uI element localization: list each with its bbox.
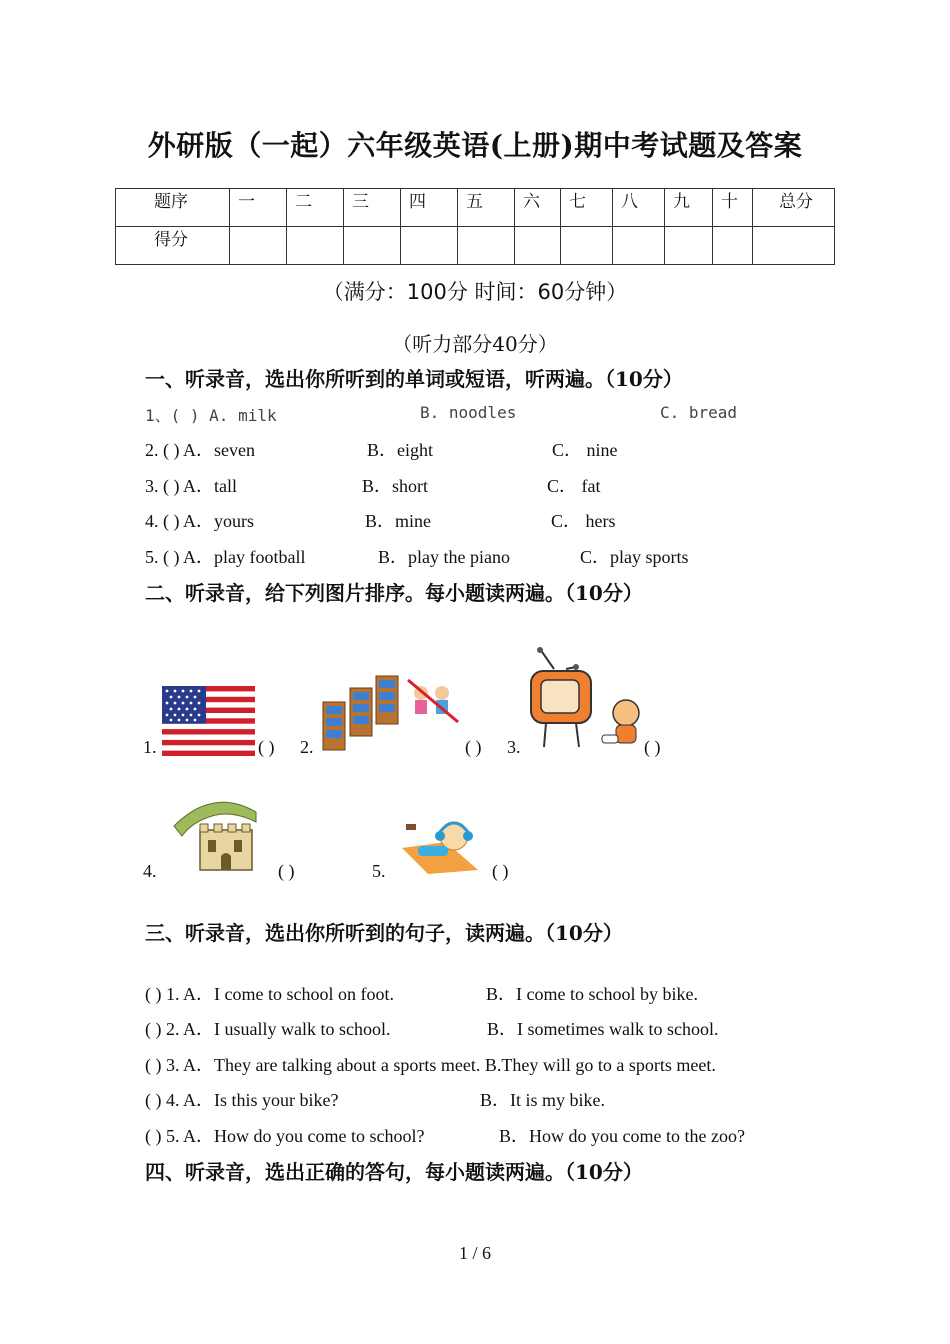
score-input-cell[interactable]: [287, 227, 344, 265]
full-marks-note: （满分：100分 时间：60分钟）: [322, 280, 628, 304]
table-row: [116, 227, 835, 265]
s4-option-a: ( ) 4. A．Is this your bike?: [145, 1090, 339, 1110]
section-3-title: 三、听录音，选出你所听到的句子，读两遍。（10分）: [145, 921, 623, 945]
question-5: [145, 543, 689, 569]
table-cell: 题序: [116, 189, 230, 227]
sentence-question-3: [145, 1051, 716, 1077]
sentence-question-5: [145, 1122, 745, 1148]
girl-listening-picture: [398, 814, 482, 876]
answer-blank[interactable]: ( ): [278, 861, 295, 881]
table-cell: 九: [665, 189, 713, 227]
q1-option-b: B. noodles: [420, 403, 517, 422]
answer-blank[interactable]: ( ): [644, 737, 661, 757]
answer-blank[interactable]: ( ): [465, 737, 482, 757]
q5-option-a: 5. ( ) A．play football: [145, 547, 306, 567]
sentence-question-2: [145, 1015, 719, 1041]
table-cell: 五: [458, 189, 515, 227]
s2-option-a: ( ) 2. A．I usually walk to school.: [145, 1019, 391, 1039]
table-cell: 七: [561, 189, 613, 227]
score-input-cell[interactable]: [515, 227, 561, 265]
q3-option-b: B．short: [362, 476, 429, 496]
question-1: [145, 403, 738, 426]
q2-option-b: B．eight: [367, 440, 433, 460]
score-input-cell[interactable]: [753, 227, 835, 265]
table-cell: 十: [713, 189, 753, 227]
answer-blank[interactable]: ( ): [258, 737, 275, 757]
table-row: [116, 189, 835, 227]
table-cell: 八: [613, 189, 665, 227]
s5-option-b: B．How do you come to the zoo?: [499, 1126, 745, 1146]
score-input-cell[interactable]: [458, 227, 515, 265]
picture-number: 4.: [143, 861, 157, 881]
sentence-question-1: [145, 980, 698, 1006]
q2-option-a: 2. ( ) A．seven: [145, 440, 255, 460]
score-table: [115, 188, 835, 265]
q3-option-c: C． fat: [547, 476, 601, 496]
question-4: [145, 507, 616, 533]
score-input-cell[interactable]: [561, 227, 613, 265]
q2-option-c: C． nine: [552, 440, 618, 460]
s3-options: ( ) 3. A．They are talking about a sports meet. B.They will go to a sports meet.: [145, 1055, 716, 1075]
question-3: [145, 472, 601, 498]
q5-option-b: B．play the piano: [378, 547, 510, 567]
great-wall-picture: [170, 796, 260, 874]
score-input-cell[interactable]: [613, 227, 665, 265]
page-number: 1 / 6: [458, 1243, 491, 1263]
picture-number: 1.: [143, 737, 157, 757]
section-2-title: 二、听录音，给下列图片排序。每小题读两遍。（10分）: [145, 581, 643, 605]
s5-option-a: ( ) 5. A．How do you come to school?: [145, 1126, 425, 1146]
listening-part-heading: （听力部分40分）: [392, 332, 558, 356]
table-cell: 总分: [753, 189, 835, 227]
table-cell: 六: [515, 189, 561, 227]
us-flag-picture: [162, 686, 255, 756]
s2-option-b: B．I sometimes walk to school.: [487, 1019, 719, 1039]
score-input-cell[interactable]: [230, 227, 287, 265]
picture-number: 5.: [372, 861, 386, 881]
table-cell: 得分: [116, 227, 230, 265]
q1-option-a: 1、( ) A. milk: [145, 406, 277, 425]
table-cell: 二: [287, 189, 344, 227]
question-2: [145, 436, 618, 462]
answer-blank[interactable]: ( ): [492, 861, 509, 881]
table-cell: 四: [401, 189, 458, 227]
score-input-cell[interactable]: [401, 227, 458, 265]
score-input-cell[interactable]: [344, 227, 401, 265]
q3-option-a: 3. ( ) A．tall: [145, 476, 237, 496]
tv-boy-picture: [524, 647, 646, 753]
q4-option-b: B．mine: [365, 511, 431, 531]
table-cell: 三: [344, 189, 401, 227]
s4-option-b: B．It is my bike.: [480, 1090, 605, 1110]
q1-option-c: C. bread: [660, 403, 738, 422]
score-input-cell[interactable]: [665, 227, 713, 265]
sentence-question-4: [145, 1086, 605, 1112]
section-1-title: 一、听录音，选出你所听到的单词或短语，听两遍。（10分）: [145, 367, 683, 391]
s1-option-a: ( ) 1. A．I come to school on foot.: [145, 984, 394, 1004]
section-4-title: 四、听录音，选出正确的答句，每小题读两遍。（10分）: [145, 1160, 643, 1184]
page-title: 外研版（一起）六年级英语(上册)期中考试题及答案: [147, 129, 803, 162]
q5-option-c: C．play sports: [580, 547, 689, 567]
picture-number: 3.: [507, 737, 521, 757]
q4-option-c: C． hers: [551, 511, 616, 531]
s1-option-b: B．I come to school by bike.: [486, 984, 698, 1004]
q4-option-a: 4. ( ) A．yours: [145, 511, 254, 531]
picture-number: 2.: [300, 737, 314, 757]
table-cell: 一: [230, 189, 287, 227]
bookshelves-picture: [320, 672, 465, 754]
score-input-cell[interactable]: [713, 227, 753, 265]
